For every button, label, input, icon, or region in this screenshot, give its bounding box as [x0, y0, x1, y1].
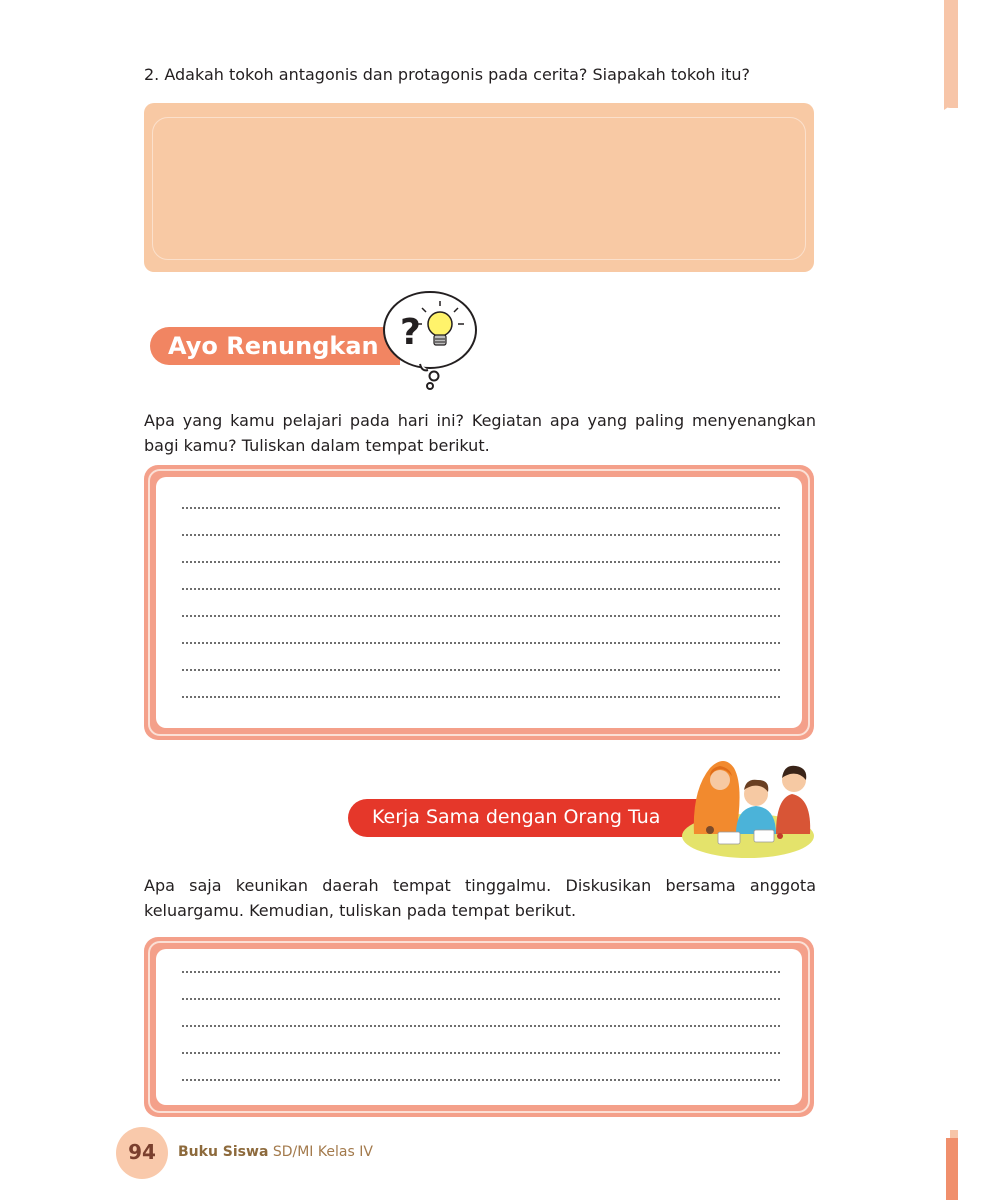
writing-box-inner: [156, 477, 802, 728]
writing-line[interactable]: [182, 642, 780, 644]
family-illustration: [680, 750, 816, 860]
book-title-rest: SD/MI Kelas IV: [268, 1144, 373, 1160]
answer-box-question-2[interactable]: [144, 103, 814, 272]
cooperation-heading: Kerja Sama dengan Orang Tua: [372, 806, 661, 828]
writing-line[interactable]: [182, 696, 780, 698]
answer-box-inner-frame: [152, 117, 806, 260]
writing-line[interactable]: [182, 998, 780, 1000]
edge-marker: [946, 1138, 958, 1200]
writing-line[interactable]: [182, 561, 780, 563]
writing-line[interactable]: [182, 534, 780, 536]
question-2: 2. Adakah tokoh antagonis dan protagonis pada cerita? Siapakah tokoh itu?: [144, 65, 750, 84]
reflection-writing-box[interactable]: [144, 465, 814, 740]
cooperation-writing-box[interactable]: [144, 937, 814, 1117]
reflection-prompt: Apa yang kamu pelajari pada hari ini? Kegiatan apa yang paling menyenangkan bagi kamu? Tuliskan dalam tempat berikut.: [144, 411, 816, 455]
cooperation-prompt: Apa saja keunikan daerah tempat tinggalmu. Diskusikan bersama anggota keluargamu. Kemudian, tuliskan pada tempat berikut.: [144, 876, 816, 920]
writing-line[interactable]: [182, 1052, 780, 1054]
idea-thought-bubble-icon: [382, 290, 482, 394]
reflection-heading: Ayo Renungkan: [168, 332, 379, 360]
writing-line[interactable]: [182, 1025, 780, 1027]
writing-line[interactable]: [182, 1079, 780, 1081]
chapter-edge-tab: [944, 0, 958, 108]
writing-line[interactable]: [182, 615, 780, 617]
book-title-bold: Buku Siswa: [178, 1144, 269, 1160]
writing-line[interactable]: [182, 669, 780, 671]
book-title: [178, 1142, 373, 1162]
writing-box-inner: [156, 949, 802, 1105]
writing-line[interactable]: [182, 507, 780, 509]
page-number: 94: [128, 1140, 156, 1164]
writing-line[interactable]: [182, 971, 780, 973]
writing-line[interactable]: [182, 588, 780, 590]
svg-text:?: ?: [400, 312, 421, 353]
